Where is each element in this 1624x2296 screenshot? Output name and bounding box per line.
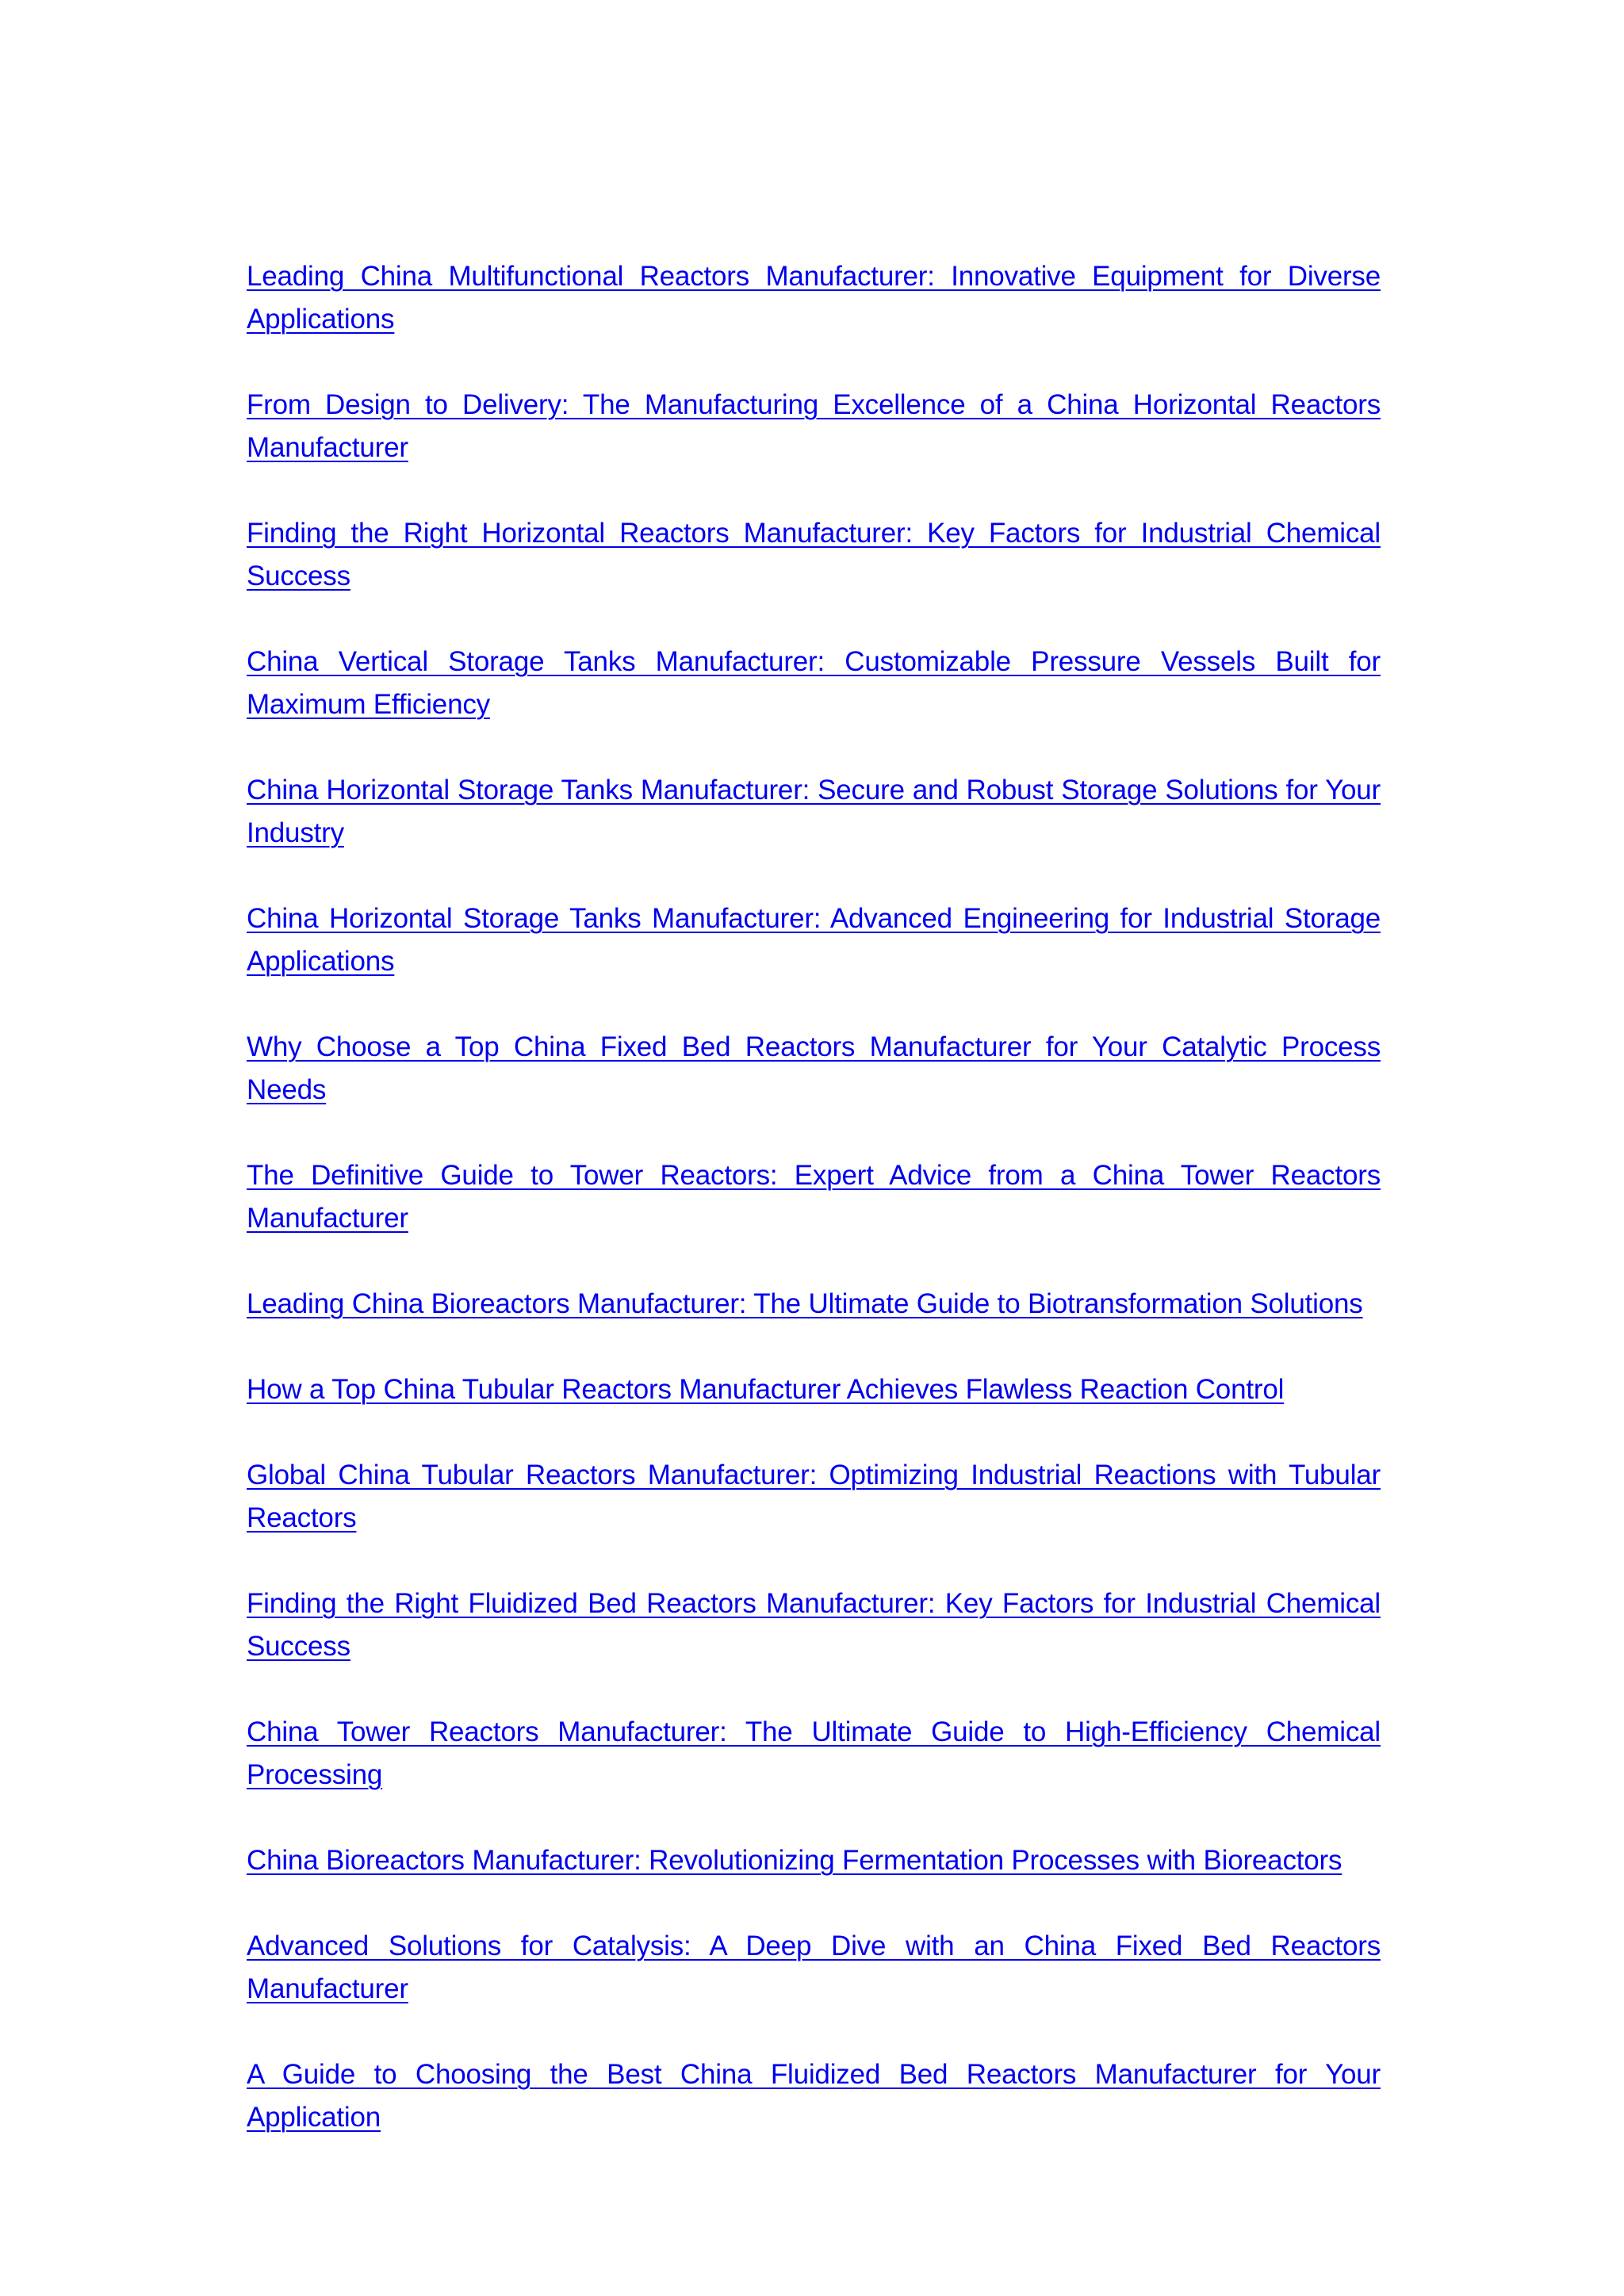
article-link[interactable]: Global China Tubular Reactors Manufacturer: Optimizing Industrial Reactions with Tubular Reactors	[247, 1460, 1381, 1533]
article-link[interactable]: China Bioreactors Manufacturer: Revolutionizing Fermentation Processes with Bioreactors	[247, 1845, 1342, 1876]
article-link[interactable]: A Guide to Choosing the Best China Fluidized Bed Reactors Manufacturer for Your Application	[247, 2059, 1381, 2133]
article-link[interactable]: Advanced Solutions for Catalysis: A Deep Dive with an China Fixed Bed Reactors Manufacturer	[247, 1931, 1381, 2004]
article-link[interactable]: The Definitive Guide to Tower Reactors: Expert Advice from a China Tower Reactors Manufacturer	[247, 1160, 1381, 1234]
article-link[interactable]: Finding the Right Fluidized Bed Reactors Manufacturer: Key Factors for Industrial Chemical Success	[247, 1588, 1381, 1662]
article-link[interactable]: How a Top China Tubular Reactors Manufacturer Achieves Flawless Reaction Control	[247, 1374, 1285, 1405]
article-link[interactable]: Why Choose a Top China Fixed Bed Reactors Manufacturer for Your Catalytic Process Needs	[247, 1031, 1381, 1105]
article-link[interactable]: Finding the Right Horizontal Reactors Manufacturer: Key Factors for Industrial Chemical Success	[247, 518, 1381, 591]
article-link[interactable]: China Horizontal Storage Tanks Manufacturer: Advanced Engineering for Industrial Storage Applications	[247, 903, 1381, 977]
article-link[interactable]: Leading China Bioreactors Manufacturer: The Ultimate Guide to Biotransformation Solutions	[247, 1288, 1363, 1319]
document-page	[247, 255, 1381, 2182]
article-link[interactable]: China Horizontal Storage Tanks Manufacturer: Secure and Robust Storage Solutions for Your Industry	[247, 775, 1381, 848]
article-link[interactable]: China Tower Reactors Manufacturer: The Ultimate Guide to High-Efficiency Chemical Processing	[247, 1716, 1381, 1790]
article-link[interactable]: Leading China Multifunctional Reactors Manufacturer: Innovative Equipment for Diverse Applications	[247, 261, 1381, 335]
article-link[interactable]: China Vertical Storage Tanks Manufacturer: Customizable Pressure Vessels Built for Maximum Efficiency	[247, 646, 1381, 720]
article-link[interactable]: From Design to Delivery: The Manufacturing Excellence of a China Horizontal Reactors Manufacturer	[247, 389, 1381, 463]
